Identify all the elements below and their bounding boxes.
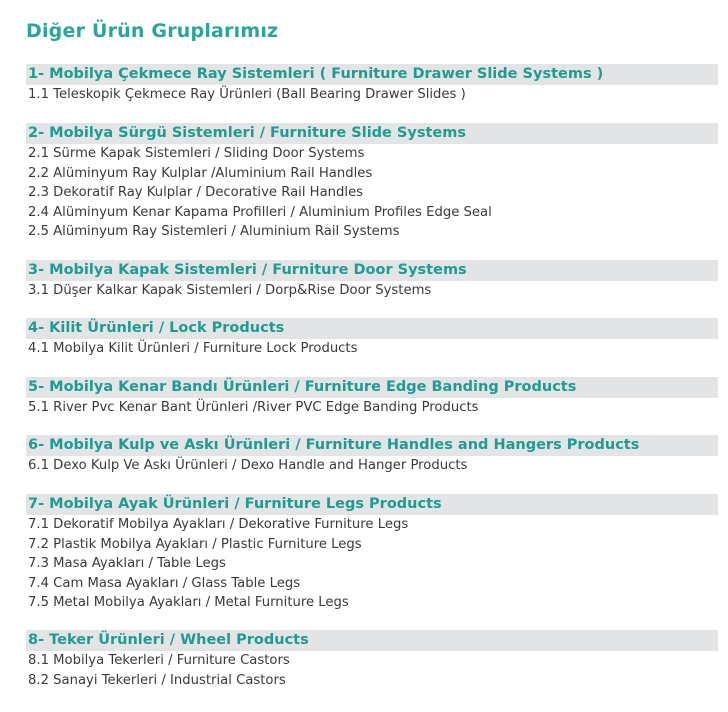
list-item: 2.4 Alüminyum Kenar Kapama Profilleri / Aluminium Profiles Edge Seal (28, 204, 492, 220)
list-item: 7.3 Masa Ayakları / Table Legs (28, 556, 226, 572)
section-door-systems (26, 260, 718, 301)
section-header: 4- Kilit Ürünleri / Lock Products (26, 318, 718, 339)
list-item: 7.1 Dekoratif Mobilya Ayakları / Dekorative Furniture Legs (28, 517, 409, 532)
section-lock-products (26, 318, 718, 359)
section-wheel-products (26, 630, 718, 690)
section-slide-systems (26, 123, 718, 242)
section-header: 7- Mobilya Ayak Ürünleri / Furniture Legs Products (26, 494, 718, 515)
list-item: 7.2 Plastik Mobilya Ayakları / Plastic Furniture Legs (28, 536, 362, 552)
section-header: 5- Mobilya Kenar Bandı Ürünleri / Furniture Edge Banding Products (26, 377, 718, 398)
section-legs-products (26, 494, 718, 613)
section-header: 6- Mobilya Kulp ve Askı Ürünleri / Furniture Handles and Hangers Products (26, 435, 718, 456)
section-edge-banding (26, 377, 718, 418)
section-header: 8- Teker Ürünleri / Wheel Products (26, 630, 718, 651)
list-item: 4.1 Mobilya Kilit Ürünleri / Furniture Lock Products (28, 341, 358, 356)
list-item: 2.1 Sürme Kapak Sistemleri / Sliding Door Systems (28, 146, 365, 161)
list-item: 8.1 Mobilya Tekerleri / Furniture Castors (28, 653, 290, 668)
list-item: 5.1 River Pvc Kenar Bant Ürünleri /River PVC Edge Banding Products (28, 400, 479, 415)
list-item: 7.4 Cam Masa Ayakları / Glass Table Legs (28, 575, 301, 591)
list-item: 1.1 Teleskopik Çekmece Ray Ürünleri (Ball Bearing Drawer Slides ) (28, 87, 466, 102)
list-item: 6.1 Dexo Kulp Ve Askı Ürünleri / Dexo Handle and Hanger Products (28, 458, 468, 473)
section-drawer-slides (26, 64, 718, 105)
section-header: 2- Mobilya Sürgü Sistemleri / Furniture Slide Systems (26, 123, 718, 144)
list-item: 3.1 Düşer Kalkar Kapak Sistemleri / Dorp&Rise Door Systems (28, 283, 432, 298)
page-title: Diğer Ürün Gruplarımız (26, 20, 279, 42)
list-item: 2.2 Alüminyum Ray Kulplar /Aluminium Rail Handles (28, 165, 373, 181)
section-header: 1- Mobilya Çekmece Ray Sistemleri ( Furniture Drawer Slide Systems ) (26, 64, 718, 85)
list-item: 2.5 Alüminyum Ray Sistemleri / Aluminium Rail Systems (28, 224, 400, 240)
list-item: 8.2 Sanayi Tekerleri / Industrial Castors (28, 672, 286, 688)
section-handles-hangers (26, 435, 718, 476)
list-item: 2.3 Dekoratif Ray Kulplar / Decorative Rail Handles (28, 185, 364, 201)
list-item: 7.5 Metal Mobilya Ayakları / Metal Furniture Legs (28, 595, 349, 611)
section-header: 3- Mobilya Kapak Sistemleri / Furniture Door Systems (26, 260, 718, 281)
